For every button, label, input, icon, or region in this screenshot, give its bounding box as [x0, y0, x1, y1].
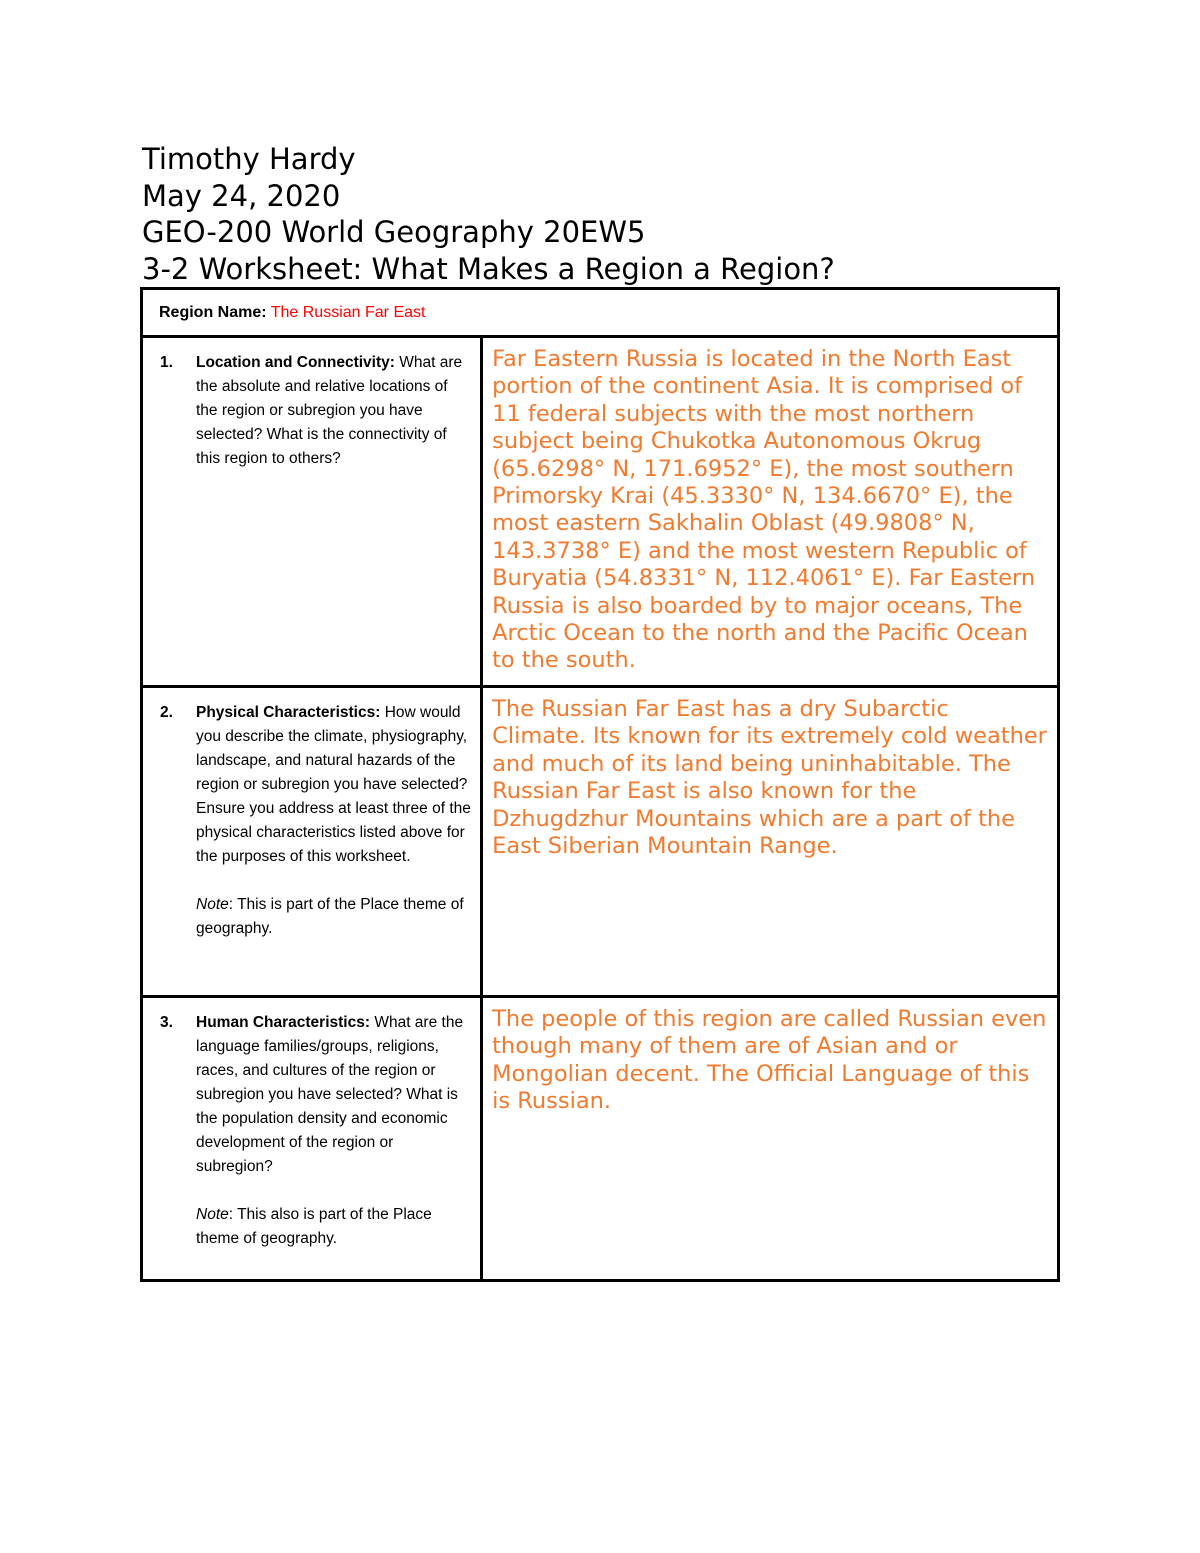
question-note: [196, 1203, 472, 1251]
document-header: [142, 141, 835, 287]
worksheet-table: [140, 287, 1060, 1282]
question-row: [142, 337, 1059, 687]
question-number: 3.: [160, 1014, 173, 1031]
answer-text: Far Eastern Russia is located in the North East portion of the continent Asia. It is comprised of 11 federal subjects with the most northern subject being Chukotka Autonomous Okrug (65.6298° N, 171.6952° E), the most southern Primorsky Krai (45.3330° N, 134.6670° E), the most eastern Sakhalin Oblast (49.9808° N, 143.3738° E) and the most western Republic of Buryatia (54.8331° N, 112.4061° E). Far Eastern Russia is also boarded by to major oceans, The Arctic Ocean to the north and the Pacific Ocean to the south.: [492, 346, 1036, 674]
answer-cell: [482, 337, 1059, 687]
question-row: [142, 997, 1059, 1281]
question-prompt: What are the language families/groups, religions, races, and cultures of the region or subregion you have selected? What is the population density and economic development of the region or subregion?: [196, 1014, 464, 1175]
question-number: 1.: [160, 354, 173, 371]
question-cell: [142, 687, 482, 997]
question-cell: [142, 997, 482, 1281]
question-prompt: What are the absolute and relative locations of the region or subregion you have selected? What is the connectivity of this region to others?: [196, 354, 463, 467]
answer-cell: [482, 687, 1059, 997]
answer-text: The people of this region are called Russian even though many of them are of Asian and or Mongolian decent. The Official Language of this is Russian.: [492, 1006, 1047, 1115]
answer-text: The Russian Far East has a dry Subarctic Climate. Its known for its extremely cold weather and much of its land being uninhabitable. The Russian Far East is also known for the Dzhugdzhur Mountains which are a part of the East Siberian Mountain Range.: [492, 696, 1047, 860]
region-name-label: Region Name:: [159, 304, 267, 321]
question-number: 2.: [160, 704, 173, 721]
region-name-value: The Russian Far East: [270, 304, 426, 321]
question-note: [196, 893, 472, 941]
note-label: Note: [196, 896, 229, 913]
note-label: Note: [196, 1206, 229, 1223]
course-name: GEO-200 World Geography 20EW5: [142, 215, 646, 249]
note-text: : This is part of the Place theme of geography.: [196, 896, 464, 937]
question-prompt: How would you describe the climate, physiography, landscape, and natural hazards of the region or subregion you have selected? Ensure you address at least three of the physical characteristics listed above for the purposes of this worksheet.: [196, 704, 471, 865]
question-title: Physical Characteristics:: [196, 704, 381, 721]
question-title: Human Characteristics:: [196, 1014, 371, 1031]
answer-cell: [482, 997, 1059, 1281]
worksheet-title: 3-2 Worksheet: What Makes a Region a Region?: [142, 251, 835, 286]
submission-date: May 24, 2020: [142, 178, 341, 213]
region-name-cell: [142, 289, 1059, 337]
question-cell: [142, 337, 482, 687]
question-title: Location and Connectivity:: [196, 354, 395, 371]
note-text: : This also is part of the Place theme of geography.: [196, 1206, 432, 1247]
student-name: Timothy Hardy: [142, 142, 356, 176]
region-name-row: [142, 289, 1059, 337]
question-row: [142, 687, 1059, 997]
